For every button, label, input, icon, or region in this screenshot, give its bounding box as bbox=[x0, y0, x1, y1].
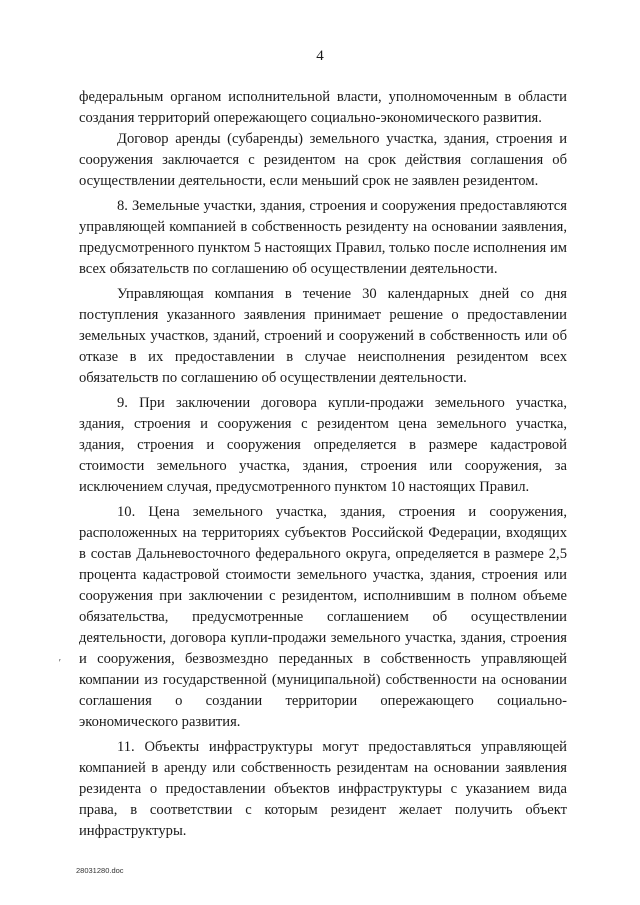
paragraph-item-11: 11. Объекты инфраструктуры могут предоставляться управляющей компанией в аренду или собственность резидентам на основании заявления резидента о предоставлении объектов инфраструктуры с указанием вида права, в соответствии с которым резидент желает получить объект инфраструктуры. bbox=[79, 739, 567, 839]
paragraph-lease-term: Договор аренды (субаренды) земельного участка, здания, строения и сооружения заключается с резидентом на срок действия соглашения об осуществлении деятельности, если меньший срок не заявлен резидентом. bbox=[79, 131, 567, 189]
document-body bbox=[79, 87, 567, 842]
paragraph-continuation: федеральным органом исполнительной власти, уполномоченным в области создания территорий опережающего социально-экономического развития. bbox=[79, 89, 567, 126]
paragraph-item-10: 10. Цена земельного участка, здания, строения и сооружения, расположенных на территориях субъектов Российской Федерации, входящих в состав Дальневосточного федерального округа, определяется в размере 2,5 процента кадастровой стоимости земельного участка, здания, строения или сооружения при заключении с резидентом, исполнившим в полном объеме обязательства, предусмотренные соглашением об осуществлении деятельности, договора купли-продажи земельного участка, здания, строения и сооружения, безвозмездно переданных в собственность управляющей компании из государственной (муниципальной) собственности на основании соглашения о создании территории опережающего социально-экономического развития. bbox=[79, 504, 567, 730]
footer-filename: 28031280.doc bbox=[76, 866, 124, 875]
margin-mark: ′ bbox=[58, 657, 61, 669]
page-number: 4 bbox=[316, 48, 324, 64]
paragraph-item-8: 8. Земельные участки, здания, строения и сооружения предоставляются управляющей компанией в собственность резиденту на основании заявления, предусмотренного пунктом 5 настоящих Правил, только после исполнения им всех обязательств по соглашению об осуществлении деятельности. bbox=[79, 198, 567, 277]
paragraph-management-decision: Управляющая компания в течение 30 календарных дней со дня поступления указанного заявления принимает решение о предоставлении земельных участков, зданий, строений и сооружений в собственность или об отказе в их предоставлении в случае неисполнения резидентом всех обязательств по соглашению об осуществлении деятельности. bbox=[79, 286, 567, 386]
paragraph-item-9: 9. При заключении договора купли-продажи земельного участка, здания, строения и сооружения с резидентом цена земельного участка, здания, строения и сооружения определяется в размере кадастровой стоимости земельного участка, здания, строения или сооружения, за исключением случая, предусмотренного пунктом 10 настоящих Правил. bbox=[79, 395, 567, 495]
